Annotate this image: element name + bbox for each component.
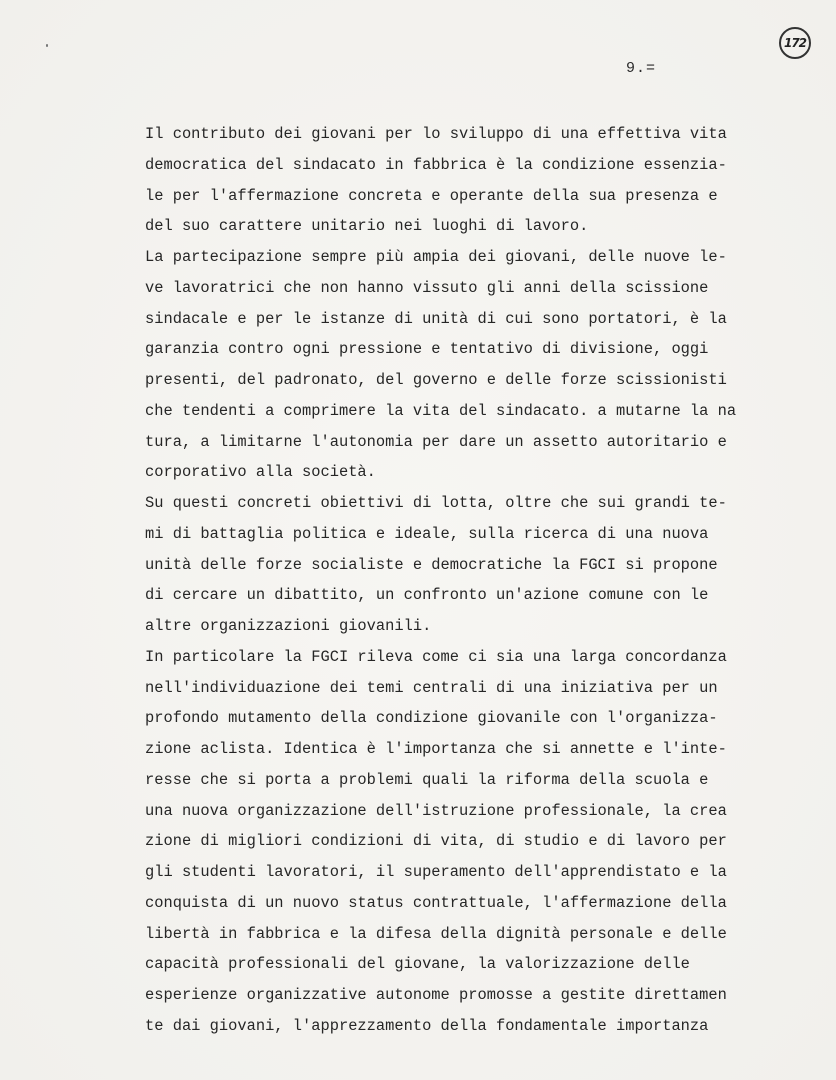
text-line: sindacale e per le istanze di unità di cui sono portatori, è la bbox=[145, 309, 727, 328]
text-line: Su questi concreti obiettivi di lotta, oltre che sui grandi te- bbox=[145, 494, 727, 512]
text-line: nell'individuazione dei temi centrali di una iniziativa per un bbox=[145, 678, 718, 697]
paper-speck bbox=[46, 44, 48, 47]
text-line: altre organizzazioni giovanili. bbox=[145, 617, 432, 635]
text-line: esperienze organizzative autonome promosse a gestite direttamen bbox=[145, 986, 727, 1004]
stamp-number: 172 bbox=[783, 36, 807, 50]
handwritten-page-stamp bbox=[779, 27, 811, 59]
text-line: profondo mutamento della condizione giovanile con l'organizza- bbox=[145, 709, 718, 728]
page-number: 9.= bbox=[626, 60, 657, 77]
text-line: unità delle forze socialiste e democratiche la FGCI si propone bbox=[145, 555, 718, 574]
text-line: Il contributo dei giovani per lo sviluppo di una effettiva vita bbox=[145, 125, 727, 143]
text-line: capacità professionali del giovane, la valorizzazione delle bbox=[145, 955, 690, 974]
text-line: In particolare la FGCI rileva come ci sia una larga concordanza bbox=[145, 647, 727, 666]
body-text bbox=[145, 119, 785, 1042]
text-line: libertà in fabbrica e la difesa della dignità personale e delle bbox=[145, 924, 727, 943]
text-line: democratica del sindacato in fabbrica è la condizione essenzia- bbox=[145, 155, 727, 174]
text-line: gli studenti lavoratori, il superamento dell'apprendistato e la bbox=[145, 863, 727, 881]
text-line: conquista di un nuovo status contrattuale, l'affermazione della bbox=[145, 893, 727, 912]
text-line: che tendenti a comprimere la vita del sindacato. a mutarne la na bbox=[145, 401, 737, 420]
text-line: le per l'affermazione concreta e operante della sua presenza e bbox=[145, 186, 718, 205]
text-line: del suo carattere unitario nei luoghi di lavoro. bbox=[145, 217, 589, 236]
text-line: resse che si porta a problemi quali la riforma della scuola e bbox=[145, 770, 709, 789]
text-line: zione di migliori condizioni di vita, di studio e di lavoro per bbox=[145, 832, 727, 851]
text-line: tura, a limitarne l'autonomia per dare un assetto autoritario e bbox=[145, 432, 727, 451]
text-line: La partecipazione sempre più ampia dei giovani, delle nuove le- bbox=[145, 248, 727, 266]
text-line: di cercare un dibattito, un confronto un'azione comune con le bbox=[145, 586, 709, 605]
text-line: corporativo alla società. bbox=[145, 463, 376, 482]
text-line: presenti, del padronato, del governo e delle forze scissionisti bbox=[145, 371, 727, 389]
text-line: una nuova organizzazione dell'istruzione professionale, la crea bbox=[145, 801, 727, 820]
text-line: zione aclista. Identica è l'importanza che si annette e l'inte- bbox=[145, 740, 727, 758]
text-line: mi di battaglia politica e ideale, sulla ricerca di una nuova bbox=[145, 524, 709, 543]
text-line: garanzia contro ogni pressione e tentativo di divisione, oggi bbox=[145, 340, 709, 359]
text-line: te dai giovani, l'apprezzamento della fondamentale importanza bbox=[145, 1016, 709, 1035]
text-line: ve lavoratrici che non hanno vissuto gli anni della scissione bbox=[145, 278, 709, 297]
